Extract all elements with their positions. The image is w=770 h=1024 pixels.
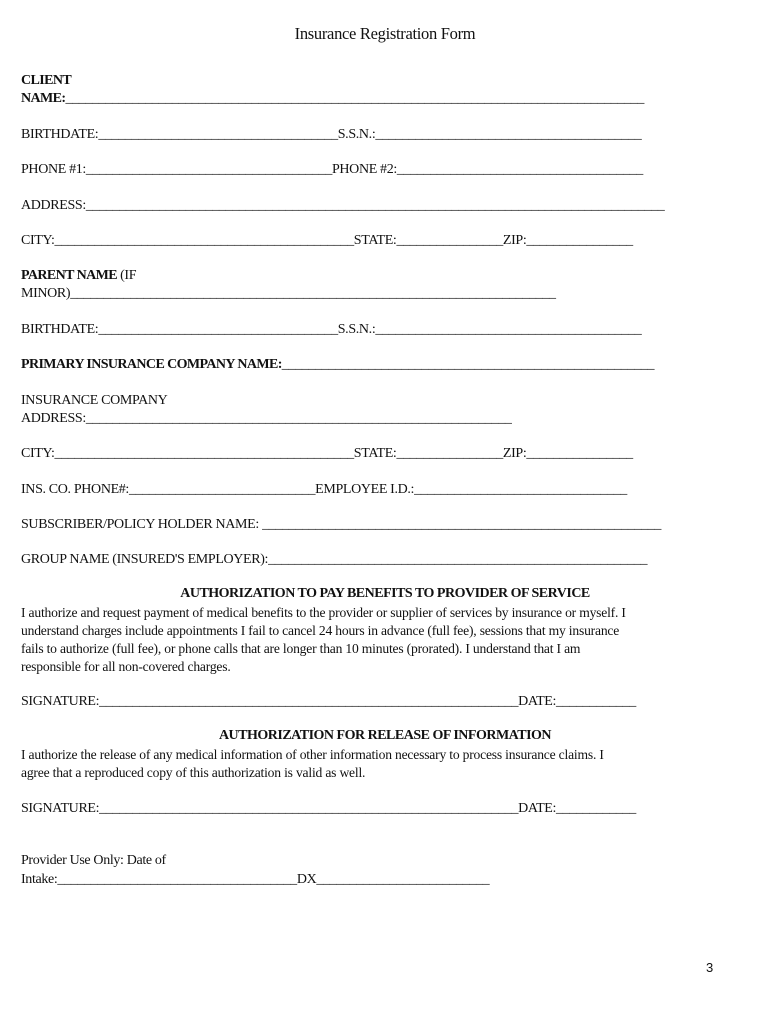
- group-name-label: GROUP NAME (INSURED'S EMPLOYER):: [21, 552, 269, 567]
- insurance-state-field[interactable]: ________________: [396, 446, 503, 461]
- insurance-city-field[interactable]: _____________________________________________: [54, 446, 354, 461]
- address-label: ADDRESS:: [21, 198, 86, 213]
- subscriber-field[interactable]: ____________________________________________________________: [262, 517, 662, 532]
- provider-intake-row: [21, 871, 489, 889]
- phone1-field[interactable]: _____________________________________: [85, 162, 332, 177]
- ins-phone-field[interactable]: ____________________________: [128, 482, 316, 497]
- insurance-city-state-zip-row: [21, 445, 633, 463]
- client-name-field[interactable]: _______________________________________________________________________________________: [65, 91, 644, 106]
- parent-birthdate-field[interactable]: ____________________________________: [98, 322, 338, 337]
- authorization-pay-line3: fails to authorize (full fee), or phone calls that are longer than 10 minutes (prorated). I understand that I am: [21, 641, 581, 656]
- phone2-label: PHONE #2:: [331, 162, 397, 177]
- parent-birthdate-label: BIRTHDATE:: [21, 322, 99, 337]
- state-field[interactable]: ________________: [396, 233, 503, 248]
- city-label: CITY:: [21, 233, 55, 248]
- client-birthdate-field[interactable]: ____________________________________: [98, 127, 338, 142]
- page-number: 3: [706, 960, 714, 975]
- client-birthdate-label: BIRTHDATE:: [21, 127, 99, 142]
- subscriber-label: SUBSCRIBER/POLICY HOLDER NAME:: [21, 517, 263, 532]
- insurance-zip-label: ZIP:: [502, 446, 527, 461]
- authorization-pay-heading: AUTHORIZATION TO PAY BENEFITS TO PROVIDER OF SERVICE: [180, 586, 590, 601]
- intake-label: Intake:: [21, 872, 58, 887]
- client-birthdate-row: [21, 126, 641, 144]
- intake-field[interactable]: ____________________________________: [57, 872, 297, 887]
- date-pay-label: DATE:: [518, 694, 557, 709]
- state-label: STATE:: [353, 233, 397, 248]
- parent-name-row: [21, 285, 556, 303]
- parent-birthdate-row: [21, 321, 641, 339]
- authorization-release-heading: AUTHORIZATION FOR RELEASE OF INFORMATION: [218, 728, 552, 743]
- city-state-zip-row: [21, 232, 633, 250]
- dx-label: DX: [296, 872, 317, 887]
- parent-ssn-label: S.S.N.:: [337, 322, 376, 337]
- signature-pay-row: [21, 693, 636, 711]
- address-field[interactable]: _______________________________________________________________________________________: [85, 198, 665, 213]
- ins-phone-label: INS. CO. PHONE#:: [21, 482, 129, 497]
- employee-id-label: EMPLOYEE I.D.:: [315, 482, 415, 497]
- signature-release-row: [21, 800, 636, 818]
- insurance-address-field[interactable]: ________________________________________________________________: [85, 411, 512, 426]
- parent-name-label-if: (IF: [116, 268, 137, 283]
- authorization-pay-line4: responsible for all non-covered charges.: [21, 659, 231, 674]
- date-release-label: DATE:: [518, 801, 557, 816]
- primary-insurance-label: PRIMARY INSURANCE COMPANY NAME:: [21, 357, 282, 372]
- zip-field[interactable]: ________________: [526, 233, 633, 248]
- client-ssn-label: S.S.N.:: [337, 127, 376, 142]
- form-title: Insurance Registration Form: [294, 24, 476, 43]
- employee-id-field[interactable]: ________________________________: [414, 482, 627, 497]
- signature-pay-label: SIGNATURE:: [21, 694, 100, 709]
- authorization-release-line2: agree that a reproduced copy of this authorization is valid as well.: [21, 765, 366, 780]
- date-pay-field[interactable]: ____________: [556, 694, 636, 709]
- client-ssn-field[interactable]: ________________________________________: [375, 127, 642, 142]
- phone2-field[interactable]: _____________________________________: [396, 162, 643, 177]
- dx-field[interactable]: __________________________: [316, 872, 490, 887]
- parent-name-field[interactable]: _________________________________________________________________________: [70, 286, 556, 301]
- ins-phone-row: [21, 481, 627, 499]
- insurance-address-row: [21, 410, 512, 428]
- parent-ssn-field[interactable]: ________________________________________: [375, 322, 642, 337]
- insurance-address-label: ADDRESS:: [21, 411, 86, 426]
- authorization-pay-line2: understand charges include appointments I fail to cancel 24 hours in advance (full fee), sessions that my insurance: [21, 623, 620, 638]
- phone1-label: PHONE #1:: [21, 162, 86, 177]
- client-name-label-line1: CLIENT: [21, 73, 72, 88]
- signature-release-field[interactable]: _______________________________________________________________: [99, 801, 519, 816]
- group-name-row: [21, 551, 647, 569]
- zip-label: ZIP:: [502, 233, 527, 248]
- client-name-label: NAME:: [21, 91, 66, 106]
- phone-row: [21, 161, 643, 179]
- provider-use-label: Provider Use Only: Date of: [21, 853, 166, 868]
- primary-insurance-row: [21, 356, 654, 374]
- city-field[interactable]: _____________________________________________: [54, 233, 354, 248]
- parent-name-label: PARENT NAME: [21, 268, 117, 283]
- authorization-release-text: [21, 746, 721, 782]
- insurance-zip-field[interactable]: ________________: [526, 446, 633, 461]
- signature-release-label: SIGNATURE:: [21, 801, 100, 816]
- authorization-pay-text: [21, 604, 721, 676]
- authorization-release-line1: I authorize the release of any medical information of other information necessary to process insurance claims. I: [21, 747, 604, 762]
- insurance-city-label: CITY:: [21, 446, 55, 461]
- subscriber-row: [21, 516, 661, 534]
- authorization-pay-line1: I authorize and request payment of medical benefits to the provider or supplier of services by insurance or myself. I: [21, 605, 626, 620]
- insurance-address-label-line1: INSURANCE COMPANY: [21, 393, 168, 408]
- signature-pay-field[interactable]: _______________________________________________________________: [99, 694, 519, 709]
- group-name-field[interactable]: _________________________________________________________: [268, 552, 648, 567]
- parent-name-label-minor: MINOR): [21, 286, 71, 301]
- parent-name-label-line1: [21, 267, 136, 285]
- date-release-field[interactable]: ____________: [556, 801, 636, 816]
- primary-insurance-field[interactable]: ________________________________________________________: [281, 357, 655, 372]
- insurance-state-label: STATE:: [353, 446, 397, 461]
- client-name-row: [21, 90, 644, 108]
- address-row: [21, 197, 664, 215]
